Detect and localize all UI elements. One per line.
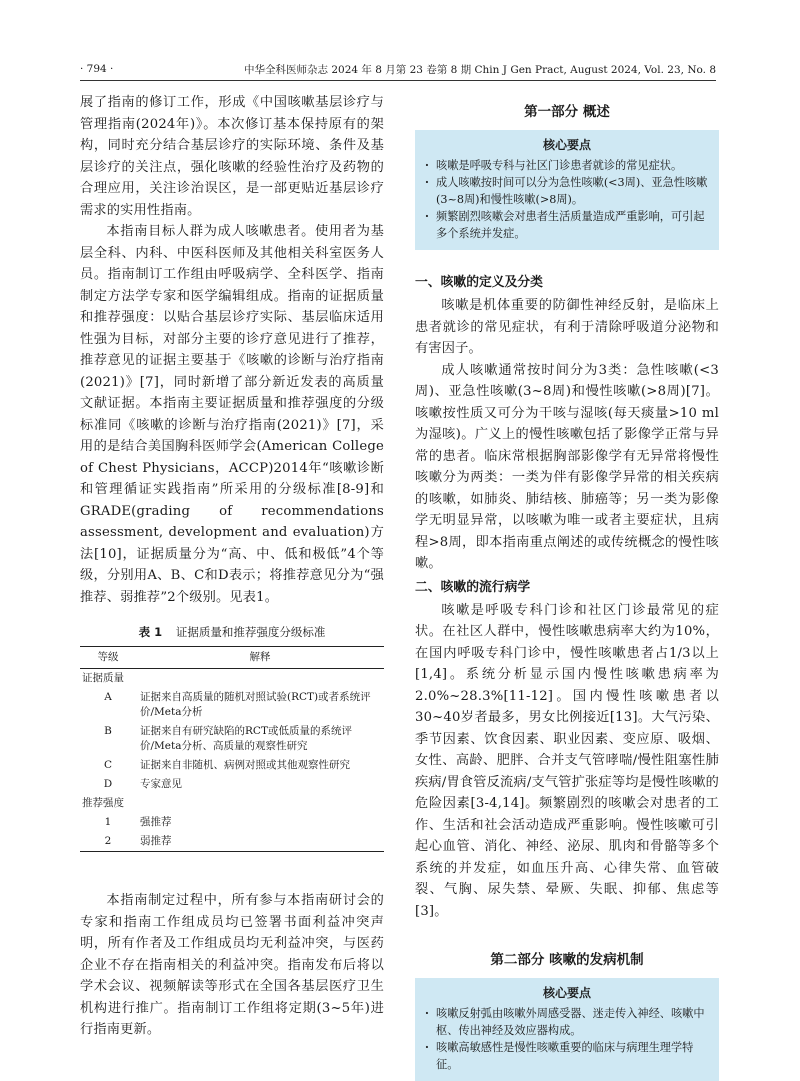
table-row bbox=[80, 832, 384, 852]
desc-cell: 弱推荐 bbox=[140, 835, 172, 847]
key-points-title: 核心要点 bbox=[542, 138, 591, 152]
paragraph: 咳嗽是机体重要的防御性神经反射，是临床上患者就诊的常见症状，有利于清除呼吸道分泌物和有害因子。 bbox=[415, 298, 719, 356]
paragraph: 展了指南的修订工作，形成《中国咳嗽基层诊疗与管理指南(2024年)》。本次修订基本保持原有的架构，同时充分结合基层诊疗的实际环境、条件及基层诊疗的关注点，强化咳嗽的经验性治疗及药物的合理应用，关注诊治误区，是一部更贴近基层诊疗需求的实用性指南。 bbox=[80, 95, 384, 218]
table-group-row bbox=[80, 794, 384, 813]
table-row bbox=[80, 688, 384, 722]
desc-cell: 证据来自非随机、病例对照或其他观察性研究 bbox=[140, 759, 350, 771]
level-cell: C bbox=[103, 759, 113, 771]
table-header-row bbox=[80, 647, 384, 669]
key-point-item: · 咳嗽高敏感性是慢性咳嗽重要的临床与病理生理学特征。 bbox=[425, 1039, 709, 1073]
desc-cell: 专家意见 bbox=[140, 778, 182, 790]
key-point-item: · 成人咳嗽按时间可以分为急性咳嗽(<3周)、亚急性咳嗽(3~8周)和慢性咳嗽(>8周)。 bbox=[425, 174, 709, 208]
key-point-item: · 咳嗽反射弧由咳嗽外周感受器、迷走传入神经、咳嗽中枢、传出神经及效应器构成。 bbox=[425, 1005, 709, 1039]
header-desc: 解释 bbox=[136, 647, 384, 669]
paragraph: 本指南制定过程中，所有参与本指南研讨会的专家和指南工作组成员均已签署书面利益冲突声明，所有作者及工作组成员均无利益冲突，与医药企业不存在指南相关的利益冲突。指南发布后将以学术会议、视频解读等形式在全国各基层医疗卫生机构进行推广。指南制订工作组将定期(3~5年)进行指南更新。 bbox=[80, 893, 384, 1037]
table-label: 表 1 bbox=[138, 625, 163, 639]
level-cell: A bbox=[104, 691, 112, 703]
level-cell: 2 bbox=[104, 835, 112, 847]
part-title: 第一部分 概述 bbox=[524, 104, 610, 120]
part-title: 第二部分 咳嗽的发病机制 bbox=[490, 952, 644, 968]
group-recommendation: 推荐强度 bbox=[82, 797, 124, 809]
paragraph: 本指南目标人群为成人咳嗽患者。使用者为基层全科、内科、中医科医师及其他相关科室医务人员。指南制订工作组由呼吸病学、全科医学、指南制定方法学专家和医学编辑组成。指南的证据质量和推荐强度：以贴合基层诊疗实际、基层临床适用性强为目标，对部分主要的诊疗意见进行了推荐，推荐意见的证据主要基于《咳嗽的诊断与治疗指南(2021)》[7]，同时新增了部分新近发表的高质量文献证据。本指南主要证据质量和推荐强度的分级标准同《咳嗽的诊断与治疗指南(2021)》[7]，采用的是结合美国胸科医师学会(American College of Chest Physicians，ACCP)2014年“咳嗽诊断和管理循证实践指南”所采用的分级标准[8-9]和GRADE(grading of recommendations assessment, development and evaluation)方法[10]，证据质量分为“高、中、低和极低”4个等级，分别用A、B、C和D表示；将推荐意见分为“强推荐、弱推荐”2个级别。见表1。 bbox=[80, 224, 384, 605]
right-column bbox=[415, 92, 719, 1081]
table-row bbox=[80, 775, 384, 794]
key-point-item: · 频繁剧烈咳嗽会对患者生活质量造成严重影响，可引起多个系统并发症。 bbox=[425, 208, 709, 242]
table-caption bbox=[80, 624, 384, 640]
paragraph: 咳嗽是呼吸专科门诊和社区门诊最常见的症状。在社区人群中，慢性咳嗽患病率大约为10%，在国内呼吸专科门诊中，慢性咳嗽患者占1/3以上[1,4]。系统分析显示国内慢性咳嗽患病率为2.0%~28.3%[11-12]。国内慢性咳嗽患者以30~40岁者最多，男女比例接近[13]。大气污染、季节因素、饮食因素、职业因素、变应原、吸烟、女性、高龄、肥胖、合并支气管哮喘/慢性阻塞性肺疾病/胃食管反流病/支气管扩张症等均是慢性咳嗽的危险因素[3-4,14]。频繁剧烈的咳嗽会对患者的工作、生活和社会活动造成严重影响。慢性咳嗽可引起心血管、消化、神经、泌尿、肌肉和骨骼等多个系统的并发症，如血压升高、心律失常、血管破裂、气胸、尿失禁、晕厥、失眠、抑郁、焦虑等[3]。 bbox=[415, 602, 719, 919]
table-row bbox=[80, 722, 384, 756]
key-points-title: 核心要点 bbox=[542, 986, 591, 1000]
table-row bbox=[80, 813, 384, 832]
header-level: 等级 bbox=[80, 647, 136, 669]
key-points-box bbox=[415, 130, 719, 250]
journal-citation: 中华全科医师杂志 2024 年 8 月第 23 卷第 8 期 Chin J Gen Pract, August 2024, Vol. 23, No. 8 bbox=[244, 63, 716, 76]
left-column bbox=[80, 92, 384, 1041]
key-points-box bbox=[415, 978, 719, 1081]
table-group-row bbox=[80, 669, 384, 689]
level-cell: D bbox=[103, 778, 113, 790]
paragraph: 成人咳嗽通常按时间分为3类：急性咳嗽(<3周)、亚急性咳嗽(3~8周)和慢性咳嗽(>8周)[7]。咳嗽按性质又可分为干咳与湿咳(每天痰量>10 ml为湿咳)。广义上的慢性咳嗽包括了影像学正常与异常的患者。临床常根据胸部影像学有无异常将慢性咳嗽分为两类：一类为伴有影像学异常的相关疾病的咳嗽，如肺炎、肺结核、肺癌等；另一类为影像学无明显异常，以咳嗽为唯一或者主要症状，且病程>8周，即本指南重点阐述的或传统概念的慢性咳嗽。 bbox=[415, 362, 719, 571]
desc-cell: 强推荐 bbox=[140, 816, 172, 828]
desc-cell: 证据来自有研究缺陷的RCT或低质量的系统评价/Meta分析、高质量的观察性研究 bbox=[140, 725, 352, 752]
page-number: · 794 · bbox=[80, 63, 114, 75]
level-cell: B bbox=[104, 725, 112, 737]
page-header bbox=[80, 58, 716, 81]
desc-cell: 证据来自高质量的随机对照试验(RCT)或者系统评价/Meta分析 bbox=[140, 691, 371, 718]
table-title: 证据质量和推荐强度分级标准 bbox=[175, 625, 326, 639]
grading-table bbox=[80, 646, 384, 852]
key-point-item: · 咳嗽是呼吸专科与社区门诊患者就诊的常见症状。 bbox=[425, 157, 709, 174]
table-row bbox=[80, 756, 384, 775]
section-title: 二、咳嗽的流行病学 bbox=[415, 579, 531, 595]
level-cell: 1 bbox=[104, 816, 112, 828]
group-evidence: 证据质量 bbox=[82, 672, 124, 684]
section-title: 一、咳嗽的定义及分类 bbox=[415, 275, 543, 290]
